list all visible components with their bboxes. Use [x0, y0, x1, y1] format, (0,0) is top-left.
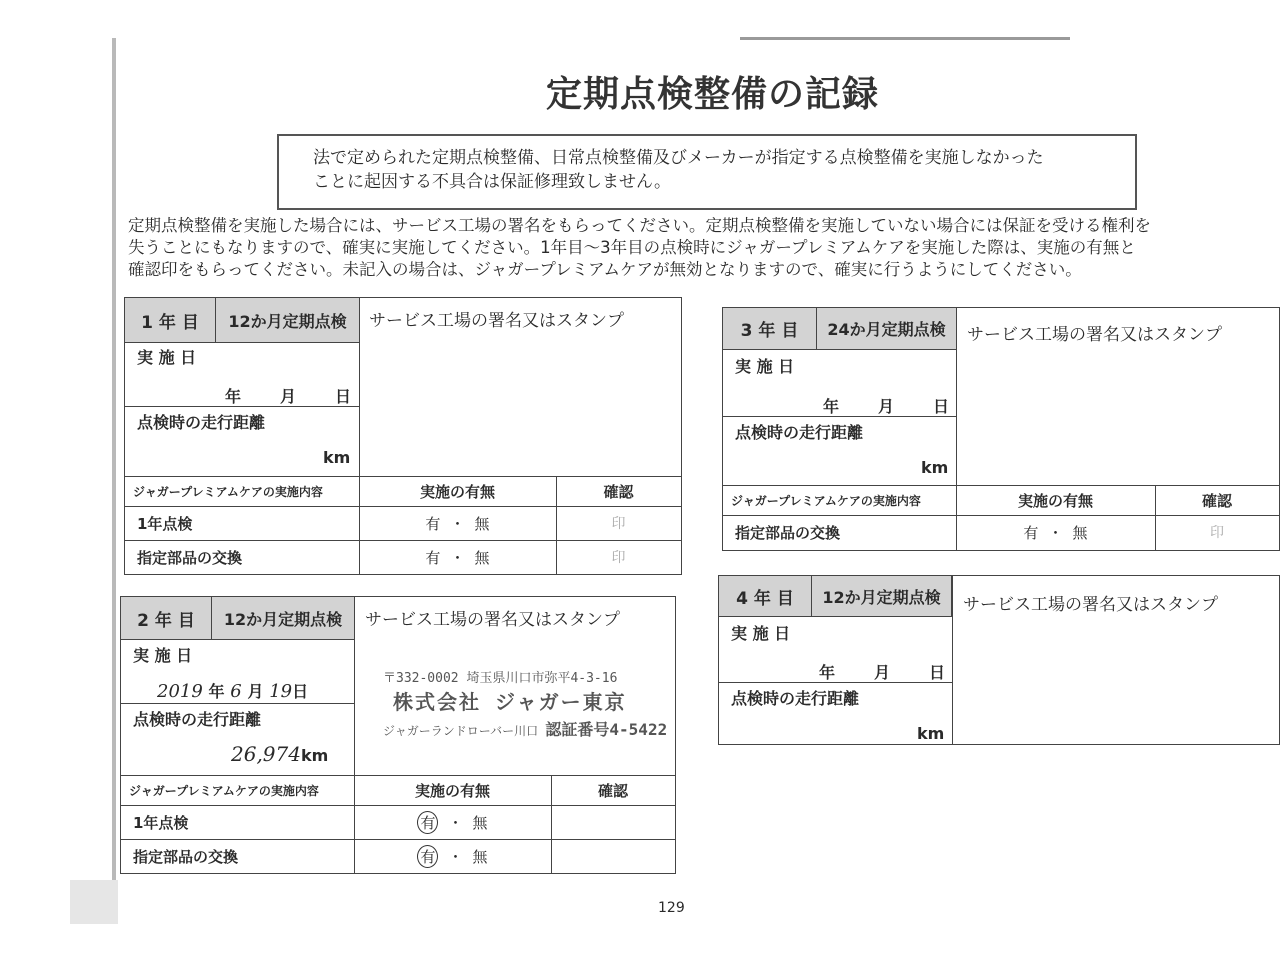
row-parts-label: 指定部品の交換 — [137, 548, 243, 567]
seal-placeholder: 印 — [1210, 525, 1224, 541]
inspection-date — [157, 679, 308, 702]
km-unit: km — [300, 746, 329, 765]
date-label: 実 施 日 — [735, 357, 795, 376]
stamp-branch-name: ジャガーランドローバー川口 — [383, 724, 539, 738]
separator: ・ — [449, 548, 465, 567]
sign-stamp-label: サービス工場の署名又はスタンプ — [369, 311, 624, 331]
row-parts-yesno — [359, 540, 556, 574]
date-day-value: 19 — [269, 681, 293, 702]
km-unit: km — [921, 458, 949, 477]
separator: ・ — [447, 813, 463, 832]
yes-option: 有 — [1023, 523, 1039, 542]
yes-option-circled: 有 — [417, 845, 438, 868]
notice-line-2: ことに起因する不具合は保証修理致しません。 — [313, 172, 672, 192]
card-year-label: 4 年 目 — [719, 576, 812, 617]
date-day-unit: 日 — [929, 663, 946, 682]
separator: ・ — [1047, 523, 1063, 542]
care-content-header: ジャガープレミアムケアの実施内容 — [133, 484, 323, 499]
sign-stamp-label: サービス工場の署名又はスタンプ — [365, 610, 620, 630]
mileage-label: 点検時の走行距離 — [137, 413, 266, 432]
warranty-notice-box — [277, 134, 1137, 210]
row-inspection-label: 1年点検 — [133, 813, 189, 832]
stamp-certification: 認証番号4-5422 — [545, 720, 668, 739]
seal-placeholder: 印 — [611, 516, 626, 532]
mileage-value — [231, 742, 328, 766]
row-parts-yesno — [354, 839, 551, 873]
date-month-unit: 月 — [874, 663, 891, 682]
km-unit: km — [323, 448, 351, 467]
no-option: 無 — [1072, 523, 1088, 542]
no-option: 無 — [472, 847, 488, 866]
mileage-label: 点検時の走行距離 — [133, 710, 262, 729]
yes-option: 有 — [425, 548, 441, 567]
done-header: 実施の有無 — [414, 781, 490, 800]
card-year-label: 1 年 目 — [125, 298, 216, 343]
record-card-year-1 — [124, 297, 682, 575]
scan-shadow — [70, 880, 118, 924]
intro-line-3: 確認印をもらってください。未記入の場合は、ジャガープレミアムケアが無効となりますので、確実に行うようにしてください。 — [128, 260, 1082, 279]
stamp-company: 株式会社 ジャガー東京 — [393, 690, 627, 714]
date-year-unit: 年 — [208, 682, 225, 701]
date-year-unit: 年 — [819, 663, 836, 682]
card-plan-label: 24か月定期点検 — [817, 308, 957, 350]
sign-stamp-label: サービス工場の署名又はスタンプ — [967, 325, 1222, 345]
record-card-year-2 — [120, 596, 676, 874]
date-month-unit: 月 — [247, 682, 264, 701]
row-parts-yesno — [956, 515, 1155, 549]
notice-line-1: 法で定められた定期点検整備、日常点検整備及びメーカーが指定する点検整備を実施しなかった — [313, 148, 1044, 168]
seal-placeholder: 印 — [611, 550, 626, 566]
date-label: 実 施 日 — [137, 348, 197, 367]
date-year-unit: 年 — [823, 397, 840, 416]
card-plan-label: 12か月定期点検 — [212, 597, 355, 640]
row-inspection-label: 1年点検 — [137, 514, 193, 533]
stamp-branch — [383, 717, 667, 740]
confirm-header: 確認 — [603, 482, 634, 501]
card-year-label: 3 年 目 — [723, 308, 817, 350]
date-label: 実 施 日 — [731, 624, 791, 643]
record-card-year-4 — [718, 575, 1280, 745]
date-month-value: 6 — [230, 681, 242, 702]
page-number: 129 — [658, 900, 685, 916]
card-plan-label: 12か月定期点検 — [216, 298, 360, 343]
date-year-unit: 年 — [225, 387, 242, 406]
intro-line-1: 定期点検整備を実施した場合には、サービス工場の署名をもらってください。定期点検整備を実施していない場合には保証を受ける権利を — [128, 216, 1151, 235]
row-inspection-yesno — [359, 506, 556, 540]
date-day-unit: 日 — [933, 397, 950, 416]
done-header: 実施の有無 — [419, 482, 495, 501]
no-option: 無 — [474, 548, 490, 567]
yes-option-circled: 有 — [417, 811, 438, 834]
yes-option: 有 — [425, 514, 441, 533]
confirm-header: 確認 — [597, 781, 628, 800]
card-plan-label: 12か月定期点検 — [812, 576, 952, 617]
row-parts-label: 指定部品の交換 — [735, 523, 841, 542]
service-shop-stamp — [383, 667, 667, 740]
mileage-number: 26,974 — [231, 742, 301, 766]
date-year-value: 2019 — [157, 681, 203, 702]
separator: ・ — [449, 514, 465, 533]
stamp-address: 〒332-0002 埼玉県川口市弥平4-3-16 — [383, 671, 618, 686]
intro-line-2: 失うことにもなりますので、確実に実施してください。1年目～3年目の点検時にジャガープレミアムケアを実施した際は、実施の有無と — [128, 238, 1136, 257]
date-month-unit: 月 — [878, 397, 895, 416]
mileage-label: 点検時の走行距離 — [735, 423, 864, 442]
page-title: 定期点検整備の記録 — [546, 74, 880, 115]
date-day-unit: 日 — [292, 682, 309, 701]
no-option: 無 — [472, 813, 488, 832]
date-month-unit: 月 — [280, 387, 297, 406]
no-option: 無 — [474, 514, 490, 533]
mileage-label: 点検時の走行距離 — [731, 689, 860, 708]
sign-stamp-label: サービス工場の署名又はスタンプ — [963, 595, 1218, 615]
km-unit: km — [917, 724, 945, 743]
care-content-header: ジャガープレミアムケアの実施内容 — [731, 493, 921, 508]
date-label: 実 施 日 — [133, 646, 193, 665]
binding-gutter — [112, 38, 116, 918]
separator: ・ — [447, 847, 463, 866]
record-card-year-3 — [722, 307, 1280, 551]
care-content-header: ジャガープレミアムケアの実施内容 — [129, 783, 319, 798]
row-inspection-yesno — [354, 805, 551, 839]
top-rule — [740, 37, 1070, 40]
confirm-header: 確認 — [1201, 491, 1232, 510]
date-day-unit: 日 — [335, 387, 352, 406]
card-year-label: 2 年 目 — [121, 597, 212, 640]
intro-paragraph — [128, 215, 1278, 281]
done-header: 実施の有無 — [1017, 491, 1093, 510]
row-parts-label: 指定部品の交換 — [133, 847, 239, 866]
